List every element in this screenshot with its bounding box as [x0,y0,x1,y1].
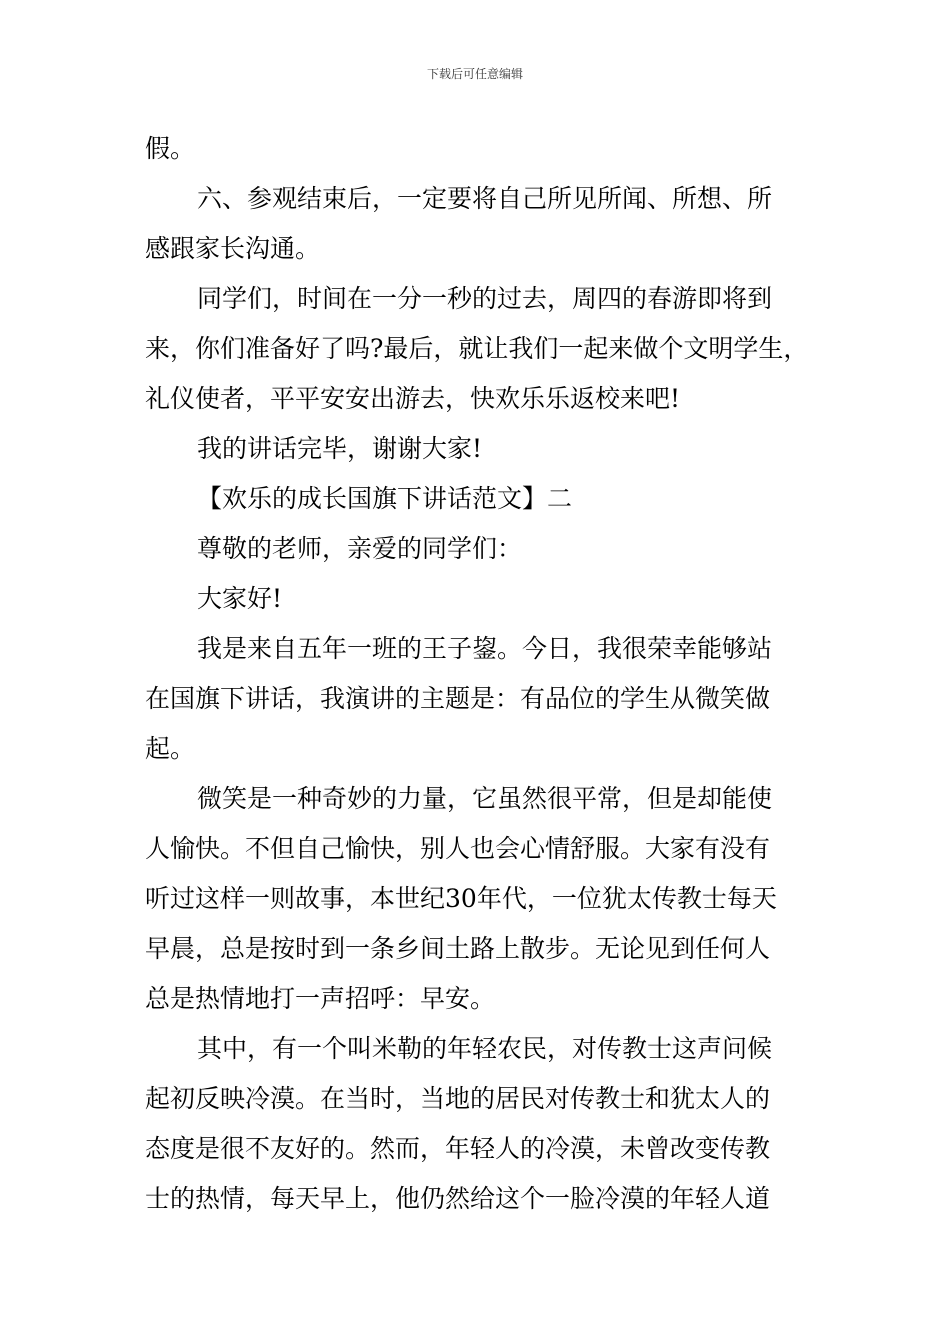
document-body [145,124,807,1224]
text-line: 其中，有一个叫米勒的年轻农民，对传教士这声问候 [197,1034,773,1063]
text-line: 人愉快。不但自己愉快，别人也会心情舒服。大家有没有 [145,834,771,863]
page-header: 下载后可任意编辑 [426,67,523,81]
text-line: 态度是很不友好的。然而，年轻人的冷漠，未曾改变传教 [145,1134,771,1163]
text-line: 在国旗下讲话，我演讲的主题是：有品位的学生从微笑做 [145,684,771,713]
text-line: 来，你们准备好了吗?最后，就让我们一起来做个文明学生， [145,334,809,363]
text-line: 大家好! [197,584,283,613]
text-line: 【欢乐的成长国旗下讲话范文】二 [197,484,573,513]
text-line: 听过这样一则故事，本世纪30年代，一位犹太传教士每天 [145,884,777,913]
text-line: 总是热情地打一声招呼：早安。 [145,984,496,1013]
text-line: 六、参观结束后，一定要将自己所见所闻、所想、所 [197,184,773,213]
text-line: 起。 [145,734,196,763]
text-line: 假。 [145,134,196,163]
text-line: 礼仪使者，平平安安出游去，快欢乐乐返校来吧! [145,384,681,413]
text-line: 尊敬的老师，亲爱的同学们： [197,534,523,563]
text-line: 微笑是一种奇妙的力量，它虽然很平常，但是却能使 [197,784,773,813]
text-line: 士的热情，每天早上，他仍然给这个一脸冷漠的年轻人道 [145,1184,771,1213]
text-line: 我是来自五年一班的王子鋆。今日，我很荣幸能够站 [197,634,773,663]
text-line: 早晨，总是按时到一条乡间土路上散步。无论见到任何人 [145,934,771,963]
text-line: 感跟家长沟通。 [145,234,321,263]
text-line: 我的讲话完毕，谢谢大家! [197,434,483,463]
text-line: 同学们，时间在一分一秒的过去，周四的春游即将到 [197,284,773,313]
text-line: 起初反映冷漠。在当时，当地的居民对传教士和犹太人的 [145,1084,771,1113]
